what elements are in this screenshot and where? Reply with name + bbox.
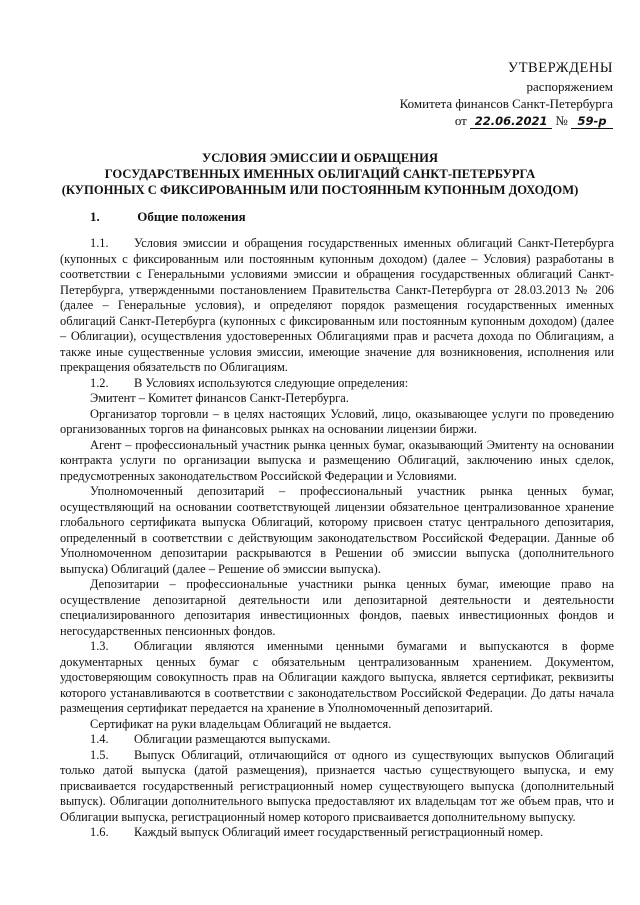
- clause-number: 1.6.: [90, 825, 109, 839]
- approval-block: [400, 60, 613, 129]
- title-line-1: УСЛОВИЯ ЭМИССИИ И ОБРАЩЕНИЯ: [202, 151, 438, 165]
- title-line-3: (КУПОННЫХ С ФИКСИРОВАННЫМ ИЛИ ПОСТОЯННЫМ КУПОННЫМ ДОХОДОМ): [61, 183, 579, 197]
- handwritten-number: 59-р: [571, 115, 613, 129]
- title-line-2: ГОСУДАРСТВЕННЫХ ИМЕННЫХ ОБЛИГАЦИЙ САНКТ-ПЕТЕРБУРГА: [104, 167, 536, 181]
- paragraph-text: Выпуск Облигаций, отличающийся от одного из существующих выпусков Облигаций только датой выпуска (датой размещения), признается частью существующего выпуска, и ему присваивается государственный регистрационный номер существующего выпуска (дополнительный выпуск). Облигации дополнительного выпуска предоставляют их владельцам тот же объем прав, что и Облигации выпуска, регистрационный номер которого присваивается дополнительному выпуску.: [60, 747, 614, 824]
- paragraph-text: Облигации являются именными ценными бумагами и выпускаются в форме документарных ценных бумаг с обязательным централизованным хранением. Документом, удостоверяющим совокупность прав на Облигации каждого выпуска, является сертификат, реквизиты которого устанавливаются в соответствии с законодательством Российской Федерации. До даты начала размещения сертификат передается на хранение в Уполномоченный депозитарий.: [60, 639, 614, 715]
- paragraph: [60, 825, 614, 841]
- paragraph: [60, 236, 614, 376]
- paragraph: [60, 484, 614, 577]
- clause-number: 1.1.: [90, 236, 109, 250]
- clause-number: 1.3.: [90, 639, 109, 653]
- paragraph-text: Агент – профессиональный участник рынка ценных бумаг, оказывающий Эмитенту на основании контракта услуги по организации выпуска и размещению Облигаций, заключению иных сделок, предусмотренных законодательством Российской Федерации и Условиями.: [60, 437, 614, 483]
- paragraph: [60, 639, 614, 717]
- approval-line-committee: Комитета финансов Санкт-Петербурга: [399, 96, 613, 111]
- paragraph-text: Уполномоченный депозитарий – профессиональный участник рынка ценных бумаг, осуществляющий на основании соответствующей лицензии обязательное централизованное хранение глобального сертификата выпуска Облигаций, которому присвоен статус центрального депозитария, определенный в соответствии с действующим законодательством Российской Федерации. Данные об Уполномоченном депозитарии раскрываются в Решении об эмиссии выпуска (дополнительного выпуска) Облигаций (далее – Решение об эмиссии выпуска).: [60, 484, 614, 576]
- number-label: №: [555, 113, 568, 128]
- clause-number: 1.4.: [90, 732, 109, 746]
- paragraph-text: Сертификат на руки владельцам Облигаций не выдается.: [90, 716, 392, 731]
- paragraph-text: Облигации размещаются выпусками.: [134, 732, 331, 746]
- paragraph: [60, 376, 614, 392]
- paragraph-text: Депозитарии – профессиональные участники рынка ценных бумаг, имеющие право на осуществление депозитарной деятельности или депозитарной деятельности и деятельности специализированного депозитария инвестиционных фондов, паевых инвестиционных фондов и негосударственных пенсионных фондов.: [60, 577, 614, 638]
- paragraph-text: Каждый выпуск Облигаций имеет государственный регистрационный номер.: [134, 825, 544, 839]
- document-title: [30, 150, 610, 198]
- approval-date-line: [400, 112, 613, 129]
- section-number: 1.: [90, 209, 100, 224]
- paragraph-text: Условия эмиссии и обращения государственных именных облигаций Санкт-Петербурга (купонных с фиксированным или постоянным купонным доходом) (далее – Условия) разработаны в соответствии с Генеральными условиями эмиссии и обращения государственных облигаций Санкт-Петербурга, утвержденными постановлением Правительства Санкт-Петербурга от 28.03.2013 № 206 (далее – Генеральные условия), и определяют порядок размещения государственных именных облигаций Санкт-Петербурга (купонных с фиксированным или постоянным купонным доходом) (далее – Облигации), осуществления удостоверенных Облигациями прав и расчета дохода по Облигациям, а также иные существенные условия эмиссии, имеющие значение для возникновения, исполнения или прекращения обязательств по Облигациям.: [60, 236, 614, 374]
- approval-heading: УТВЕРЖДЕНЫ: [507, 60, 613, 76]
- section-title: Общие положения: [137, 209, 246, 224]
- paragraph: [60, 717, 614, 733]
- document-body: [60, 236, 614, 841]
- paragraph-text: Организатор торговли – в целях настоящих Условий, лицо, оказывающее услуги по проведению организованных торгов на финансовых рынках на основании лицензии биржи.: [60, 406, 614, 436]
- clause-number: 1.2.: [90, 375, 109, 390]
- paragraph-text: Эмитент – Комитет финансов Санкт-Петербурга.: [90, 391, 349, 405]
- paragraph: [60, 577, 614, 639]
- paragraph: [60, 732, 614, 748]
- handwritten-date: 22.06.2021: [470, 115, 552, 129]
- paragraph: [60, 438, 614, 485]
- paragraph: [60, 748, 614, 826]
- paragraph: [60, 407, 614, 438]
- approval-line-order: распоряжением: [526, 79, 613, 94]
- paragraph-text: В Условиях используются следующие определения:: [134, 375, 409, 390]
- from-label: от: [454, 113, 467, 128]
- paragraph: [60, 391, 614, 407]
- section-heading: [90, 209, 246, 225]
- clause-number: 1.5.: [90, 747, 109, 762]
